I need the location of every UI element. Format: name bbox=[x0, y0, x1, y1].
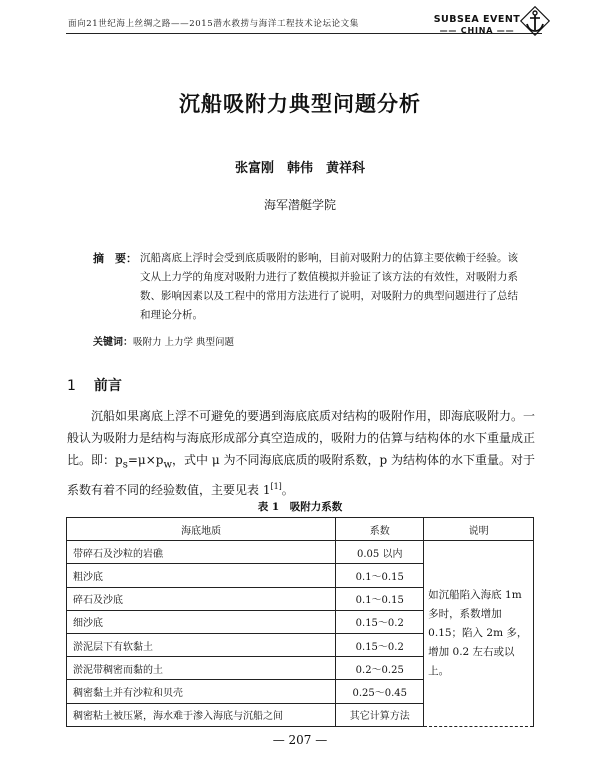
brand-wordmark bbox=[432, 14, 522, 35]
citation: [1] bbox=[270, 482, 282, 492]
keywords-text: 吸附力 上力学 典型问题 bbox=[133, 337, 235, 348]
adsorption-coefficient-table bbox=[66, 517, 534, 727]
soil-cell: 稠密粘土被压紧，海水难于渗入海底与沉船之间 bbox=[67, 703, 336, 726]
para-part-b: =μ×p bbox=[127, 453, 164, 467]
soil-cell: 淤泥层下有软黏土 bbox=[67, 633, 336, 656]
soil-cell: 细沙底 bbox=[67, 610, 336, 633]
subscript-w: w bbox=[163, 459, 172, 471]
subscript-s: s bbox=[122, 459, 128, 471]
brand-main: SUBSEA EVENT bbox=[433, 14, 521, 25]
soil-cell: 碎石及沙底 bbox=[67, 587, 336, 610]
coef-cell: 0.2～0.25 bbox=[336, 657, 424, 680]
coef-cell: 0.05 以内 bbox=[336, 541, 424, 564]
section-heading bbox=[67, 375, 122, 395]
coef-cell: 0.25～0.45 bbox=[336, 680, 424, 703]
paper-title: 沉船吸附力典型问题分析 bbox=[179, 91, 421, 116]
soil-cell: 带碎石及沙粒的岩礁 bbox=[67, 541, 336, 564]
coef-cell: 0.1～0.15 bbox=[336, 564, 424, 587]
brand-sub: —— CHINA —— bbox=[439, 26, 515, 35]
table-row bbox=[67, 541, 534, 564]
abstract-label: 摘 要： bbox=[93, 252, 137, 265]
author-list: 张富刚 韩伟 黄祥科 bbox=[234, 161, 365, 176]
note-cell: 如沉船陷入海底 1m 多时，系数增加 0.15；陷入 2m 多，增加 0.2 左右或以上。 bbox=[424, 541, 534, 727]
page-number: — 207 — bbox=[272, 733, 328, 747]
para-end: 。 bbox=[281, 483, 294, 498]
para-part-c: ，式中 μ 为不同海底底质的吸附系数，p 为结构体的水下重量。对于系数有着不同的经验数值，主要见表 1 bbox=[67, 453, 535, 498]
header-soil: 海底地质 bbox=[67, 518, 336, 541]
para-part-a: 沉船如果离底上浮不可避免的要遇到海底底质对结构的吸附作用，即海底吸附力。一般认为吸附力是结构与海底形成部分真空造成的，吸附力的估算与结构体的水下重量成正比。即：p bbox=[67, 409, 536, 467]
section-title: 前言 bbox=[93, 378, 122, 394]
coef-cell: 其它计算方法 bbox=[336, 703, 424, 726]
coef-cell: 0.15～0.2 bbox=[336, 633, 424, 656]
keywords bbox=[93, 333, 234, 348]
section-number: 1 bbox=[67, 378, 76, 394]
keywords-label: 关键词： bbox=[93, 337, 133, 348]
affiliation: 海军潜艇学院 bbox=[263, 198, 336, 212]
header-note: 说明 bbox=[424, 518, 534, 541]
abstract-text: 沉船离底上浮时会受到底质吸附的影响，目前对吸附力的估算主要依赖于经验。该文从上力学的角度对吸附力进行了数值模拟并验证了该方法的有效性，对吸附力系数、影响因素以及工程中的常用方法进行了说明，对吸附力的典型问题进行了总结和理论分析。 bbox=[140, 252, 518, 321]
coef-cell: 0.15～0.2 bbox=[336, 610, 424, 633]
coef-cell: 0.1～0.15 bbox=[336, 587, 424, 610]
soil-cell: 粗沙底 bbox=[67, 564, 336, 587]
anchor-logo-icon bbox=[520, 6, 550, 36]
table-header-row bbox=[67, 518, 534, 541]
intro-paragraph bbox=[67, 405, 535, 501]
header-coef: 系数 bbox=[336, 518, 424, 541]
soil-cell: 淤泥带稠密而黏的土 bbox=[67, 657, 336, 680]
running-header: 面向21世纪海上丝绸之路——2015潜水救捞与海洋工程技术论坛论文集 bbox=[68, 19, 359, 29]
soil-cell: 稠密黏土并有沙粒和贝壳 bbox=[67, 680, 336, 703]
table-caption: 表 1 吸附力系数 bbox=[257, 501, 343, 513]
